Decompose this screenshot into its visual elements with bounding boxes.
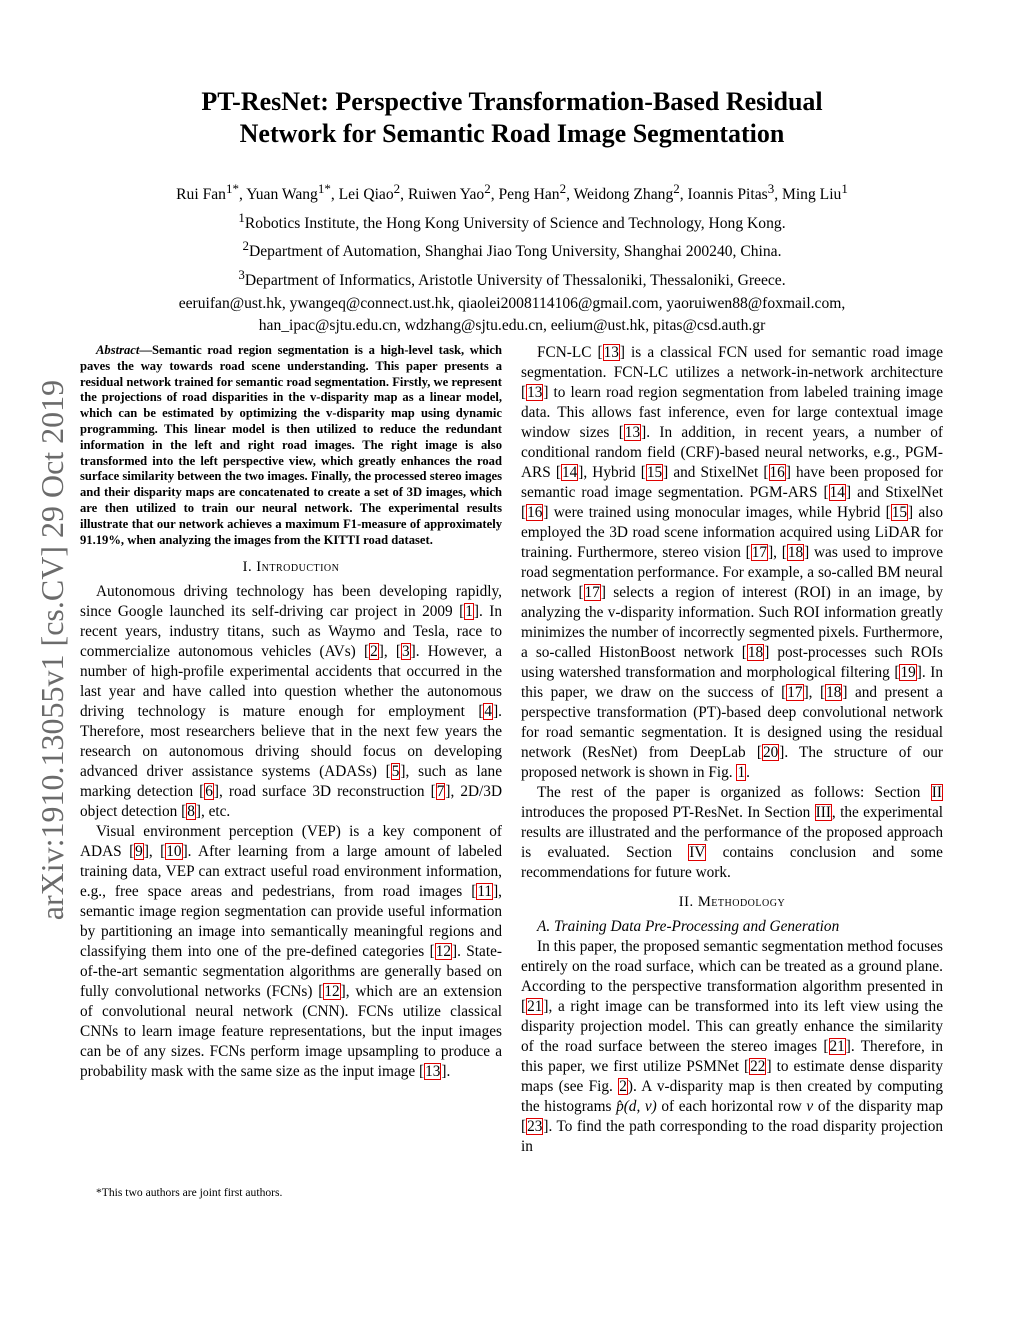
citation-link[interactable]: 16 xyxy=(769,464,785,481)
left-column xyxy=(80,343,502,1082)
citation-link[interactable]: 8 xyxy=(187,803,195,821)
affiliation-1: $^1$Robotics Institute, the Hong Kong University of Science and Technology, Hong Kong. xyxy=(238,209,786,232)
citation-link[interactable]: 21 xyxy=(527,998,543,1015)
subsection-heading-a: A. Training Data Pre-Processing and Generation xyxy=(537,918,840,935)
citation-link[interactable]: 13 xyxy=(603,344,619,361)
math-symbol: p̂(d, v) xyxy=(616,1098,657,1115)
right-paragraph-1: FCN-LC [13] is a classical FCN used for semantic road image segmentation. FCN-LC utilizes a network-in-network architecture [13] to learn road region segmentation from labeled training image data. This allows fast inference, even for large contextual image window sizes [13]. In addition, in recent years, a number of conditional random field (CRF)-based neural networks, e.g., PGM-ARS [14], Hybrid [15] and StixelNet [16] have been proposed for semantic road image segmentation. PGM-ARS [14] and StixelNet [16] were trained using monocular images, while Hybrid [15] also employed the 3D road scene information acquired using LiDAR for training. Furthermore, stereo vision [17], [18] was used to improve road segmentation performance. For example, a so-called BM neural network [17] selects a region of interest (ROI) in an image, by analyzing the v-disparity information. Such ROI information greatly minimizes the number of incorrectly segmented pixels. Furthermore, a so-called HistonBoost network [18] post-processes such ROIs using watershed transformation and morphological filtering [19]. In this paper, we draw on the success of [17], [18] and present a perspective transformation (PT)-based deep convolutional network for road semantic segmentation. It is designed using the residual network (ResNet) from DeepLab [20]. The structure of our proposed network is shown in Fig. 1. xyxy=(521,344,944,781)
citation-link[interactable]: 12 xyxy=(435,943,452,961)
title-line-1: PT-ResNet: Perspective Transformation-Based Residual xyxy=(201,87,823,116)
citation-link[interactable]: 17 xyxy=(584,584,600,601)
citation-link[interactable]: 5 xyxy=(391,763,400,781)
citation-link[interactable]: 20 xyxy=(762,744,779,761)
footnote: *This two authors are joint first authors. xyxy=(96,1186,283,1199)
superscript-marker: 2 xyxy=(242,238,249,254)
citation-link[interactable]: 13 xyxy=(425,1063,441,1081)
intro-paragraph-1: Autonomous driving technology has been developing rapidly, since Google launched its self-driving car project in 2009 [1]. In recent years, industry titans, such as Waymo and Tesla, race to commercialize autonomous vehicles (AVs) [2], [3]. However, a number of high-profile experimental accidents that occurred in the last year and have called into question whether the autonomous driving technology is mature enough for employment [4]. Therefore, most researchers believe that in the next few years the research on autonomous driving should focus on developing advanced driver assistance systems (ADASs) [5], such as lane marking detection [6], road surface 3D reconstruction [7], 2D/3D object detection [8], etc. xyxy=(80,583,502,821)
superscript-marker: 2 xyxy=(673,181,680,196)
section-heading-methodology: II. Methodology xyxy=(678,894,786,910)
citation-link[interactable]: 15 xyxy=(891,504,908,521)
right-paragraph-2: The rest of the paper is organized as follows: Section II introduces the proposed PT-ResNet. In Section III, the experimental results are illustrated and the performance of the proposed approach is evaluated. Section IV contains conclusion and some recommendations for future work. xyxy=(521,784,943,881)
section-heading-introduction: I. Introduction xyxy=(242,559,340,576)
citation-link[interactable]: 11 xyxy=(477,883,493,901)
citation-link[interactable]: 18 xyxy=(826,684,842,701)
citation-link[interactable]: 3 xyxy=(401,643,410,661)
citation-link[interactable]: 14 xyxy=(829,484,845,501)
citation-link[interactable]: 16 xyxy=(527,504,543,521)
superscript-marker: 2 xyxy=(484,181,491,196)
citation-link[interactable]: IV xyxy=(689,844,706,861)
citation-link[interactable]: 15 xyxy=(646,464,663,481)
citation-link[interactable]: 23 xyxy=(527,1118,543,1135)
abstract xyxy=(80,343,502,548)
affiliation-3: $^3$Department of Informatics, Aristotle University of Thessaloniki, Thessaloniki, Greece. xyxy=(238,267,786,290)
citation-link[interactable]: 18 xyxy=(787,544,804,561)
citation-link[interactable]: 12 xyxy=(324,983,340,1001)
affiliation-2: $^2$Department of Automation, Shanghai Jiao Tong University, Shanghai 200240, China. xyxy=(242,238,782,261)
citation-link[interactable]: 22 xyxy=(750,1058,766,1075)
author-list: Rui Fan$^{1*}$, Yuan Wang$^{1*}$, Lei Qiao$^2$, Ruiwen Yao$^2$, Peng Han$^2$, Weidong Zhang$^2$, Ioannis Pitas$^3$, Ming Liu$^1$ xyxy=(176,181,848,204)
citation-link[interactable]: 13 xyxy=(527,384,543,401)
superscript-marker: 1 xyxy=(238,209,245,225)
citation-link[interactable]: 18 xyxy=(747,644,764,661)
citation-link[interactable]: 1 xyxy=(737,764,746,781)
citation-link[interactable]: 10 xyxy=(166,843,182,861)
citation-link[interactable]: 7 xyxy=(436,783,445,801)
superscript-marker: 1 xyxy=(841,181,848,196)
citation-link[interactable]: II xyxy=(931,784,942,801)
superscript-marker: 1* xyxy=(317,181,331,196)
citation-link[interactable]: 17 xyxy=(751,544,768,561)
citation-link[interactable]: III xyxy=(815,804,831,821)
citation-link[interactable]: 21 xyxy=(829,1038,845,1055)
intro-paragraph-2: Visual environment perception (VEP) is a key component of ADAS [9], [10]. After learning from a large amount of labeled training data, VEP can extract useful road environment information, e.g., free space areas and pedestrians, from road images [11], semantic image region segmentation can provide useful information by partitioning an image into semantically meaningful regions and classifying them into one of the pre-defined categories [12]. State-of-the-art semantic segmentation algorithms are generally based on fully convolutional networks (FCNs) [12], which are an extension of convolutional neural network (CNN). FCNs utilize classical CNNs to learn image feature representations, but the input images can be of any sizes. FCNs perform image upsampling to produce a probability mask with the same size as the input image [13]. xyxy=(80,823,502,1081)
citation-link[interactable]: 19 xyxy=(900,664,916,681)
superscript-marker: 2 xyxy=(393,181,401,196)
superscript-marker: 1* xyxy=(225,181,239,196)
citation-link[interactable]: 2 xyxy=(370,643,378,661)
paper-title xyxy=(130,86,894,150)
abstract-text: —Semantic road region segmentation is a high-level task, which paves the way towards road scene understanding. This paper presents a residual network trained for semantic road segmentation. Firstly, we represent the projections of road disparities in the v-disparity map as a linear model, which can be estimated by optimizing the v-disparity map using dynamic programming. This linear model is then utilized to reduce the redundant information in the left and right road images. The right image is also transformed into the left perspective view, which greatly enhances the road surface similarity between the two images. Finally, the processed stereo images and their disparity maps are concatenated to create a set of 3D images, which are then utilized to train our neural network. The experimental results illustrate that our network achieves a maximum F1-measure of approximately 91.19%, when analyzing the images from the KITTI road dataset. xyxy=(80,343,502,547)
title-line-2: Network for Semantic Road Image Segmentation xyxy=(239,119,785,148)
math-symbol: v xyxy=(806,1098,814,1115)
citation-link[interactable]: 2 xyxy=(619,1078,627,1095)
citation-link[interactable]: 14 xyxy=(561,464,578,481)
citation-link[interactable]: 9 xyxy=(135,843,143,861)
citation-link[interactable]: 6 xyxy=(205,783,213,801)
citation-link[interactable]: 17 xyxy=(787,684,803,701)
method-paragraph-1: In this paper, the proposed semantic segmentation method focuses entirely on the road surface, which can be treated as a ground plane. According to the perspective transformation algorithm presented in [21], a right image can be transformed into its left view using the disparity projection model. This can greatly enhance the similarity of the road surface between the stereo images [21]. Therefore, in this paper, we first utilize PSMNet [22] to estimate dense disparity maps (see Fig. 2). A v-disparity map is then created by computing the histograms p̂(d, v) of each horizontal row v of the disparity map [23]. To find the path corresponding to the road disparity projection in xyxy=(521,938,943,1155)
superscript-marker: 3 xyxy=(767,181,775,196)
right-column xyxy=(521,343,943,1157)
citation-link[interactable]: 1 xyxy=(465,603,473,621)
superscript-marker: 3 xyxy=(238,267,245,283)
citation-link[interactable]: 4 xyxy=(484,703,493,721)
email-line-2: han_ipac@sjtu.edu.cn, wdzhang@sjtu.edu.cn, eelium@ust.hk, pitas@csd.auth.gr xyxy=(258,317,766,335)
citation-link[interactable]: 13 xyxy=(624,424,641,441)
arxiv-identifier: arXiv:1910.13055v1 [cs.CV] 29 Oct 2019 xyxy=(34,379,70,921)
superscript-marker: 2 xyxy=(559,181,567,196)
author-block xyxy=(60,178,964,338)
email-line-1: eeruifan@ust.hk, ywangeq@connect.ust.hk, qiaolei2008114106@gmail.com, yaoruiwen88@foxmail.com, xyxy=(178,294,846,312)
abstract-label: Abstract xyxy=(96,343,140,357)
